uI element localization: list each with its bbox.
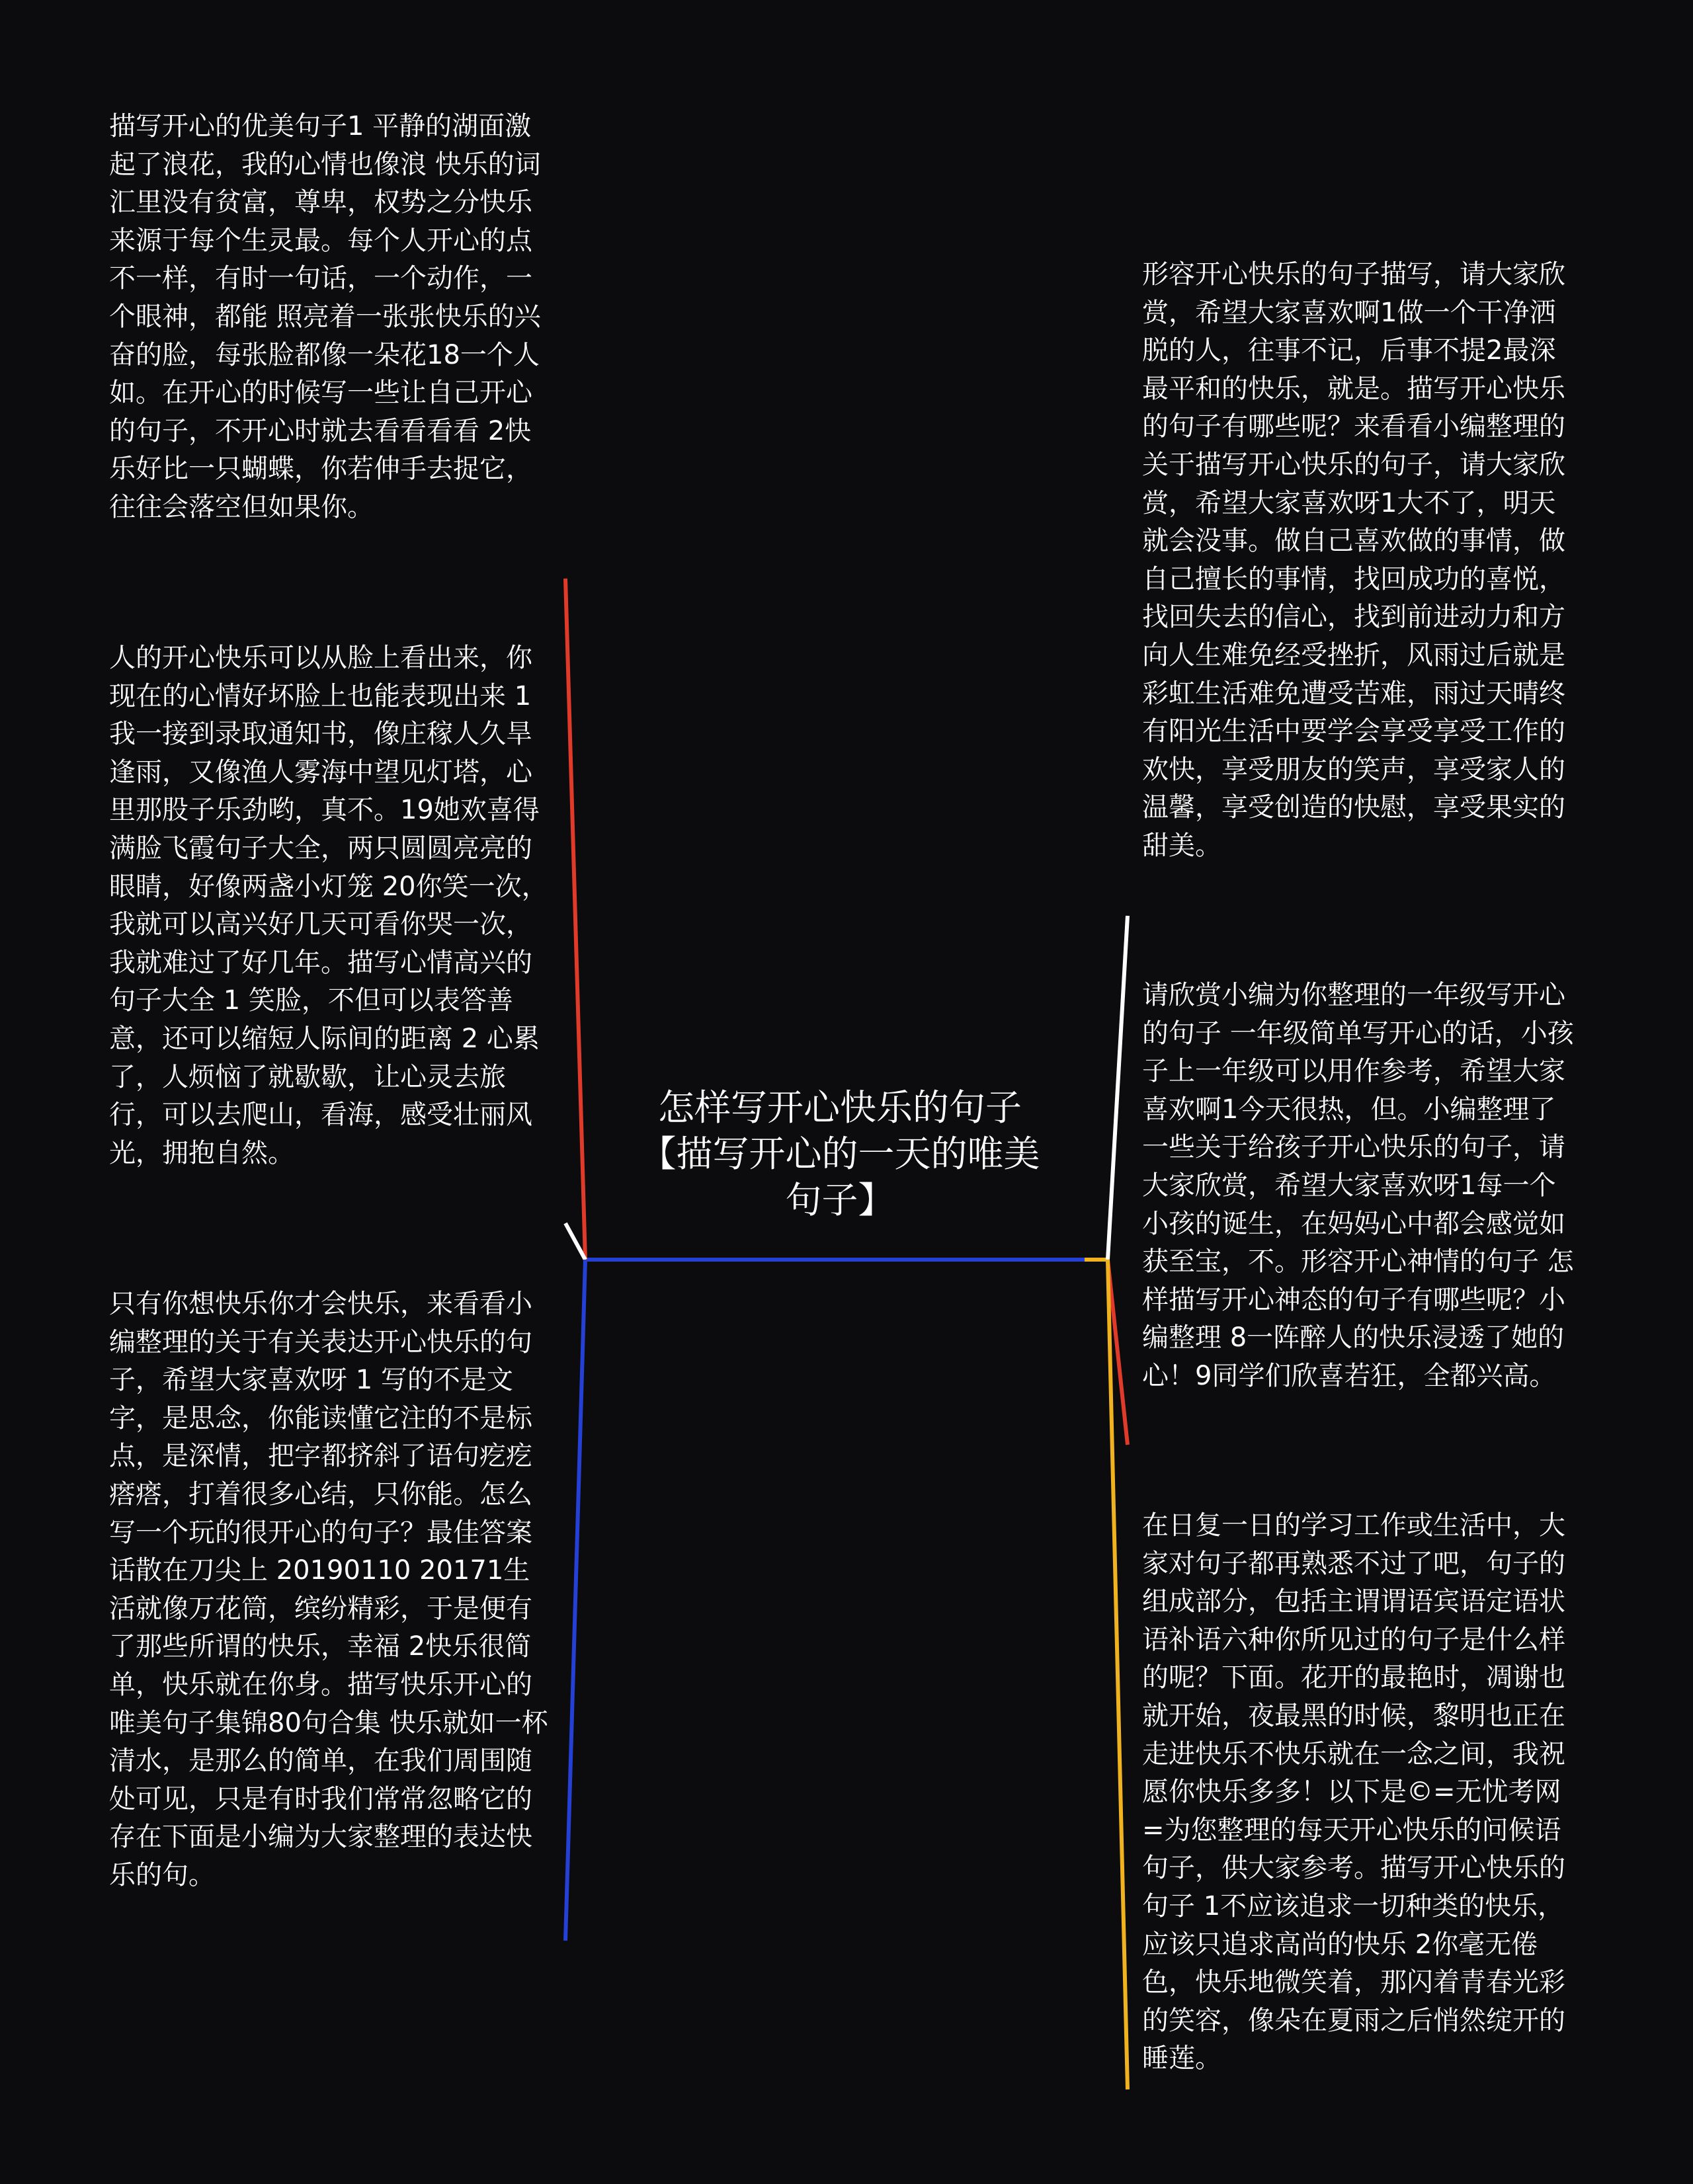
node-right-3: 在日复一日的学习工作或生活中，大家对句子都再熟悉不过了吧，句子的组成部分，包括主谓谓语宾语定语状语补语六种你所见过的句子是什么样的呢？下面。花开的最艳时，凋谢也就开始，夜最黑的时候，黎明也正在走进快乐不快乐就在一念之间，我祝愿你快乐多多！以下是©=无忧考网=为您整理的每天开心快乐的问候语句子，供大家参考。描写开心快乐的句子 1不应该追求一切种类的快乐，应该只追求高尚的快乐 2你毫无倦色，快乐地微笑着，那闪着青春光彩的笑容，像朵在夏雨之后悄然绽开的睡莲。: [1142, 1510, 1565, 2074]
connector-left-3: [565, 1260, 585, 1941]
node-right-1: 形容开心快乐的句子描写，请大家欣赏，希望大家喜欢啊1做一个干净洒脱的人，往事不记，后事不提2最深最平和的快乐，就是。描写开心快乐的句子有哪些呢？来看看小编整理的关于描写开心快乐的句子，请大家欣赏，希望大家喜欢呀1大不了，明天就会没事。做自己喜欢做的事情，做自己擅长的事情，找回成功的喜悦，找回失去的信心，找到前进动力和方向人生难免经受挫折，风雨过后就是彩虹生活难免遭受苦难，雨过天晴终有阳光生活中要学会享受享受工作的欢快，享受朋友的笑声，享受家人的温馨，享受创造的快慰，享受果实的甜美。: [1142, 259, 1565, 861]
node-left-3: 只有你想快乐你才会快乐，来看看小编整理的关于有关表达开心快乐的句子，希望大家喜欢呀 1 写的不是文字，是思念，你能读懂它注的不是标点，是深情，把字都挤斜了语句疙疙瘩瘩，打着很多心结，只你能。怎么写一个玩的很开心的句子？最佳答案话散在刀尖上 20190110 20171生活就像万花筒，缤纷精彩，于是便有了那些所谓的快乐，幸福 2快乐很简单，快乐就在你身。描写快乐开心的唯美句子集锦80句合集 快乐就如一杯清水，是那么的简单，在我们周围随处可见，只是有时我们常常忽略它的存在下面是小编为大家整理的表达快乐的句。: [109, 1289, 548, 1890]
node-right-2: 请欣赏小编为你整理的一年级写开心的句子 一年级简单写开心的话，小孩子上一年级可以用作参考，希望大家喜欢啊1今天很热，但。小编整理了一些关于给孩子开心快乐的句子，请大家欣赏，希望大家喜欢呀1每一个小孩的诞生，在妈妈心中都会感觉如获至宝，不。形容开心神情的句子 怎样描写开心神态的句子有哪些呢？小编整理 8一阵醉人的快乐浸透了她的心！9同学们欣喜若狂，全都兴高。: [1142, 980, 1574, 1391]
center-topic: 怎样写开心快乐的句子【描写开心的一天的唯美句子】: [640, 1086, 1040, 1221]
node-left-1: 描写开心的优美句子1 平静的湖面激起了浪花，我的心情也像浪 快乐的词汇里没有贫富，尊卑，权势之分快乐来源于每个生灵最。每个人开心的点不一样，有时一句话，一个动作，一个眼神，都能 照亮着一张张快乐的兴奋的脸，每张脸都像一朵花18一个人如。在开心的时候写一些让自己开心的句子，不开心时就去看看看看 2快乐好比一只蝴蝶，你若伸手去捉它，往往会落空但如果你。: [109, 111, 541, 522]
connector-left-2: [565, 1223, 585, 1260]
connector-right-1: [1108, 916, 1128, 1260]
connector-left-1: [565, 579, 585, 1260]
node-left-2: 人的开心快乐可以从脸上看出来，你现在的心情好坏脸上也能表现出来 1我一接到录取通知书，像庄稼人久旱逢雨，又像渔人雾海中望见灯塔，心里那股子乐劲哟，真不。19她欢喜得满脸飞霞句子大全，两只圆圆亮亮的眼睛，好像两盏小灯笼 20你笑一次，我就可以高兴好几天可看你哭一次，我就难过了好几年。描写心情高兴的句子大全 1 笑脸，不但可以表答善意，还可以缩短人际间的距离 2 心累了，人烦恼了就歇歇，让心灵去旅行，可以去爬山，看海，感受壮丽风光，拥抱自然。: [109, 643, 548, 1168]
connector-right-3: [1108, 1260, 1128, 2089]
